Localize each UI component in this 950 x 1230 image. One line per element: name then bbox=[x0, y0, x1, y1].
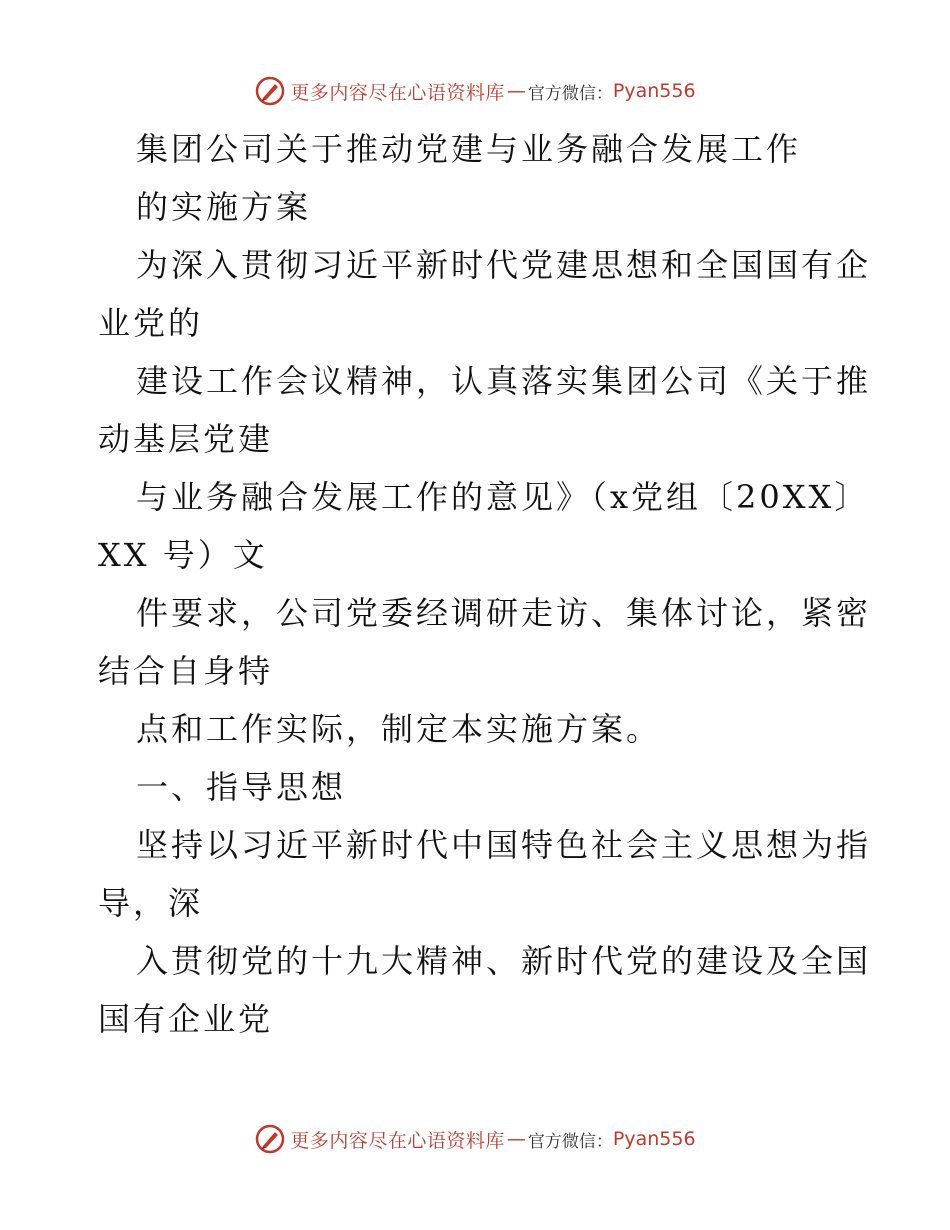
section-heading: 一、指导思想 bbox=[136, 768, 347, 806]
doc-title-line-1: 集团公司关于推动党建与业务融合发展工作 bbox=[136, 130, 802, 168]
document-body bbox=[98, 120, 872, 1048]
doc-text-line: 国有企业党 bbox=[98, 1000, 274, 1038]
doc-text-line: 业党的 bbox=[98, 304, 204, 342]
watermark-main-text: 更多内容尽在心语资料库 bbox=[290, 1129, 505, 1152]
doc-text-line: 结合自身特 bbox=[98, 652, 274, 690]
doc-title-line-2: 的实施方案 bbox=[136, 188, 312, 226]
watermark-wechat-id: Pyan556 bbox=[612, 1128, 696, 1150]
doc-text-line: 为深入贯彻习近平新时代党建思想和全国国有企 bbox=[136, 246, 872, 284]
pen-seal-icon bbox=[254, 75, 286, 107]
doc-text-line: 与业务融合发展工作的意见》（x党组〔20XX〕 bbox=[136, 478, 870, 516]
doc-text-line: 入贯彻党的十九大精神、新时代党的建设及全国 bbox=[136, 942, 872, 980]
watermark-wechat-label: 官方微信： bbox=[527, 1131, 613, 1152]
footer-watermark bbox=[0, 1119, 950, 1159]
doc-text-line: 建设工作会议精神，认真落实集团公司《关于推 bbox=[136, 362, 872, 400]
doc-text-line: 件要求，公司党委经调研走访、集体讨论，紧密 bbox=[136, 594, 872, 632]
pen-seal-icon bbox=[254, 1123, 286, 1155]
header-watermark bbox=[0, 71, 950, 111]
doc-text-line: 动基层党建 bbox=[98, 420, 274, 458]
watermark-wechat-id: Pyan556 bbox=[612, 80, 696, 102]
doc-text-line: 导，深 bbox=[98, 884, 204, 922]
doc-text-line: 坚持以习近平新时代中国特色社会主义思想为指 bbox=[136, 826, 872, 864]
watermark-main-text: 更多内容尽在心语资料库 bbox=[290, 81, 505, 104]
watermark-dash: — bbox=[506, 1128, 526, 1150]
doc-text-line: 点和工作实际，制定本实施方案。 bbox=[136, 710, 662, 748]
watermark-dash: — bbox=[506, 80, 526, 102]
watermark-wechat-label: 官方微信： bbox=[527, 83, 613, 104]
doc-text-line: XX 号）文 bbox=[98, 536, 268, 574]
